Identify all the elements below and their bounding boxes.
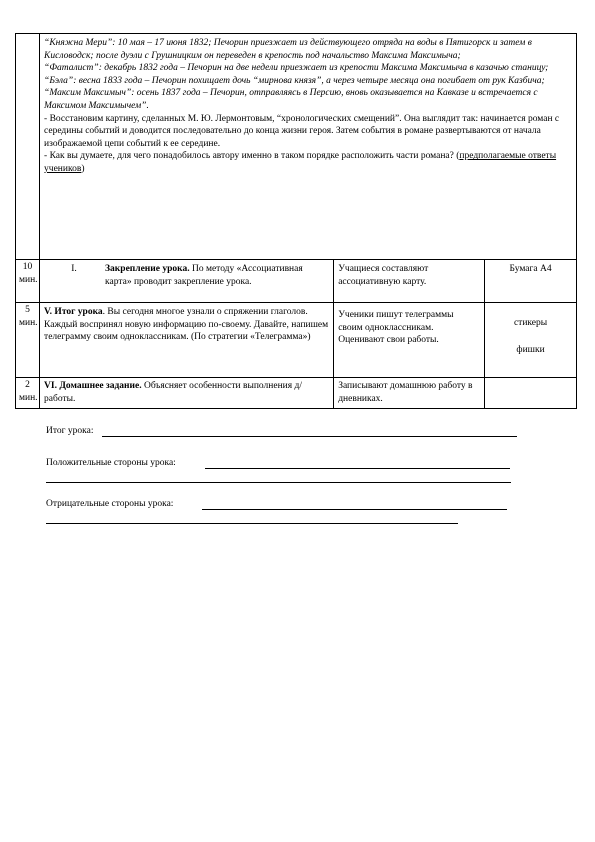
students-cell: Записывают домашнюю работу в дневниках. [334, 378, 485, 409]
text-maksim: : осень 1837 года – Печорин, отправляясь в Персию, вновь оказывается на Кавказе и встречается с Максимом Максимычем”. [44, 88, 538, 111]
positive-line-1[interactable] [205, 468, 510, 469]
table-row-homework [16, 378, 577, 409]
stage-cell [40, 303, 334, 378]
title-fatalist: “Фаталист” [44, 63, 99, 74]
table-row-summary [16, 303, 577, 378]
text-fatalist: : декабрь 1832 года – Печорин на две недели приезжает из крепости Максима Максимыча в казачью станицу; [98, 63, 549, 74]
stage-title: V. Итог урока [44, 307, 103, 317]
resources-cell [485, 303, 577, 378]
time-cell: 2 мин. [16, 378, 40, 409]
stage-number: I. [71, 264, 77, 274]
title-mary: “Княжна Мери” [44, 38, 113, 48]
question-close: ) [81, 163, 85, 174]
story-cell [40, 34, 577, 260]
lesson-plan-table [15, 33, 577, 409]
table-row-story [16, 34, 577, 260]
text-mary: : 10 мая – 17 июня 1832; Печорин приезжает из действующего отряда на воды в Пятигорск и затем в Кисловодск; после дуэли с Грушницким он переведен в крепость под начальство Максима Максимыча; [44, 38, 532, 61]
result-line[interactable] [102, 436, 517, 437]
stage-cell [40, 260, 334, 303]
stage-text: По методу «Ассоциативная карта» проводит закрепление урока. [105, 264, 303, 287]
paragraph-bela [44, 75, 572, 88]
resource-chips: фишки [516, 344, 545, 355]
question-text: - Как вы думаете, для чего понадобилось автору именно в таком порядке расположить части романа? ( [44, 151, 460, 162]
negative-label: Отрицательные стороны урока: [46, 499, 174, 509]
time-cell-empty [16, 34, 40, 260]
stage-body [105, 263, 330, 288]
paragraph-fatalist [44, 62, 572, 75]
stage-row [43, 263, 330, 288]
stage-title: VI. Домашнее задание. [44, 381, 142, 391]
paragraph-maksim [44, 87, 572, 112]
stage-title: Закрепление урока. [105, 264, 190, 274]
students-cell: Ученики пишут телеграммы своим одноклассникам. Оценивают свои работы. [334, 303, 485, 378]
table-row-consolidation [16, 260, 577, 303]
paragraph-question [44, 150, 572, 175]
negative-line-1[interactable] [202, 509, 507, 510]
stage-text: . Вы сегодня многое узнали о спряжении глаголов. Каждый воспринял новую информацию по-своему. Давайте, напишем телеграмму своим одноклассникам. (По стратегии «Телеграмма») [44, 307, 329, 343]
positive-label: Положительные стороны урока: [46, 458, 176, 468]
title-maksim: “Максим Максимыч” [44, 88, 132, 99]
stage-cell [40, 378, 334, 409]
title-bela: “Бэла” [44, 75, 74, 86]
positive-line-2[interactable] [46, 482, 511, 483]
resources-cell: Бумага А4 [485, 260, 577, 303]
students-cell: Учащиеся составляют ассоциативную карту. [334, 260, 485, 303]
paragraph-mary [44, 37, 572, 62]
time-cell: 10 мин. [16, 260, 40, 303]
resources-cell [485, 378, 577, 409]
resource-stickers: стикеры [513, 318, 548, 328]
time-cell: 5 мин. [16, 303, 40, 378]
expected-answers-link: предполагаемые ответы учеников [44, 151, 557, 174]
negative-line-2[interactable] [46, 523, 458, 524]
paragraph-restore: - Восстановим картину, сделанных М. Ю. Лермонтовым, “хронологических смещений”. Она выглядит так: начинается роман с середины событий и доводится последовательно до конца жизни героя. Затем события в романе развертываются от начала изображаемой цепи событий к ее середине. [44, 113, 560, 149]
stage-text: Объясняет особенности выполнения д/работы. [44, 381, 302, 404]
text-bela: : весна 1833 года – Печорин похищает дочь “мирнова князя”, а через четыре месяца она погибает от рук Казбича; [73, 75, 545, 86]
result-label: Итог урока: [46, 426, 94, 436]
